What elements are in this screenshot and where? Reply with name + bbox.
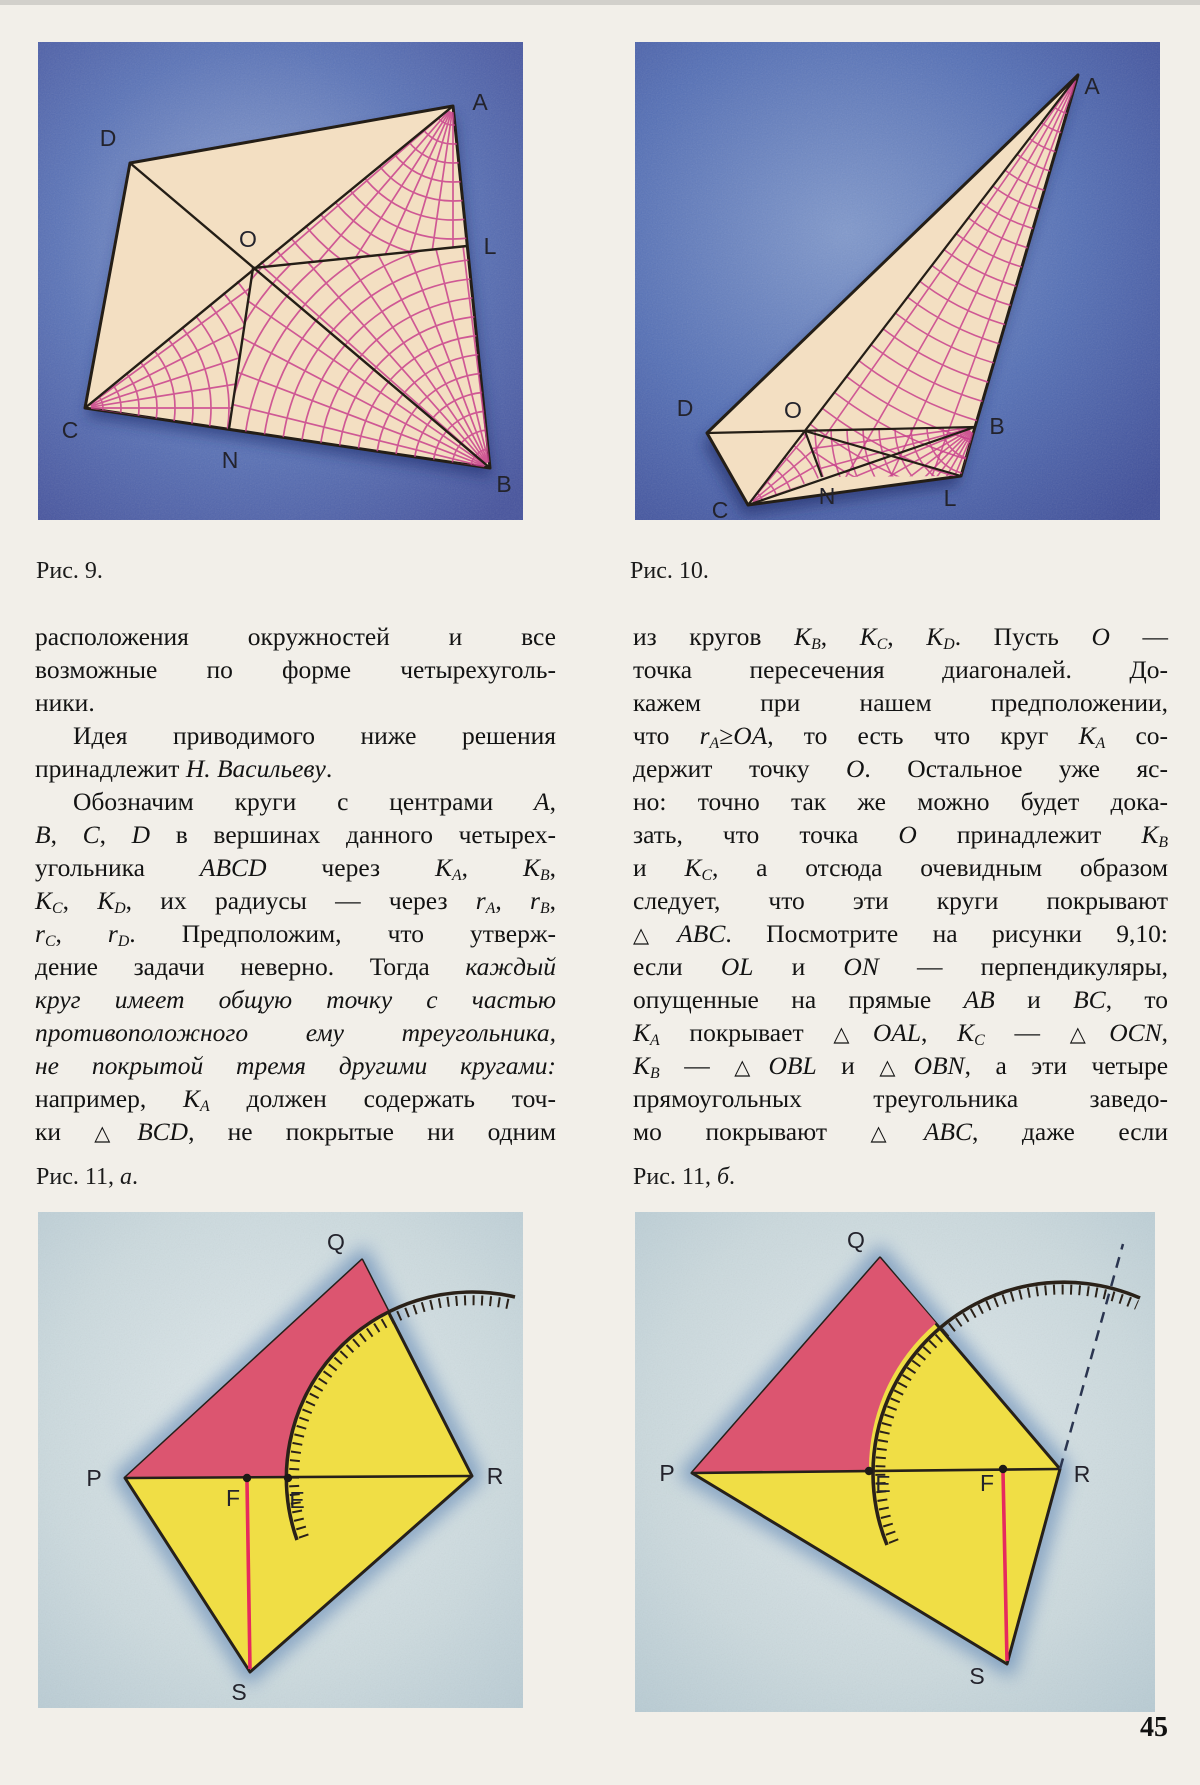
text-line bbox=[633, 620, 1168, 653]
text-segment: держит точку bbox=[633, 754, 846, 783]
vertex-label-a: A bbox=[1084, 73, 1100, 99]
text-segment: BCD bbox=[137, 1117, 189, 1146]
text-segment: △ bbox=[833, 1022, 873, 1046]
text-segment: △ bbox=[870, 1121, 924, 1145]
text-segment: . bbox=[131, 1164, 138, 1190]
text-segment: C bbox=[974, 1032, 985, 1050]
vertex-label-l: L bbox=[483, 233, 497, 259]
text-segment: , bbox=[62, 886, 98, 915]
text-line bbox=[633, 653, 1168, 686]
text-segment: △ bbox=[734, 1055, 769, 1079]
figure-9-image bbox=[38, 42, 523, 520]
text-segment: BC bbox=[1073, 985, 1106, 1014]
text-line bbox=[35, 620, 556, 653]
text-segment: B bbox=[35, 820, 51, 849]
figure-11a-caption bbox=[36, 1164, 138, 1191]
point-f-dot bbox=[243, 1474, 251, 1482]
text-segment: расположения окружностей и все bbox=[35, 622, 556, 651]
vertex-label-f: F bbox=[979, 1470, 995, 1496]
text-segment: B bbox=[1158, 834, 1168, 852]
text-segment: OCN bbox=[1109, 1018, 1162, 1047]
text-line bbox=[35, 983, 556, 1016]
text-line bbox=[35, 917, 556, 950]
text-segment: Н. Васильеву bbox=[185, 754, 326, 783]
text-segment: C bbox=[701, 867, 712, 885]
vertex-label-s: S bbox=[969, 1663, 985, 1689]
vertex-label-o: O bbox=[239, 226, 257, 252]
text-line bbox=[35, 950, 556, 983]
text-segment: K bbox=[522, 853, 540, 882]
text-segment: AB bbox=[963, 985, 995, 1014]
text-line bbox=[35, 1049, 556, 1082]
text-segment: Идея приводимого ниже решения bbox=[73, 721, 556, 750]
text-segment: r bbox=[475, 886, 486, 915]
text-segment: в вершинах данного четырех- bbox=[150, 820, 556, 849]
vertex-label-e: E bbox=[289, 1487, 305, 1513]
text-segment: а bbox=[119, 1164, 132, 1190]
text-segment: , bbox=[820, 622, 860, 651]
text-segment: . Остальное уже яс- bbox=[864, 754, 1168, 783]
text-segment: , bbox=[50, 820, 83, 849]
text-segment: ABC bbox=[677, 919, 726, 948]
text-segment: дение задачи неверно. Тогда bbox=[35, 952, 466, 981]
text-segment: — bbox=[1109, 622, 1169, 651]
text-line bbox=[35, 884, 556, 917]
text-segment: C bbox=[82, 820, 100, 849]
text-segment: △ bbox=[879, 1055, 914, 1079]
text-segment: A bbox=[709, 735, 720, 753]
text-segment: — bbox=[984, 1018, 1070, 1047]
text-line bbox=[35, 686, 556, 719]
text-line bbox=[633, 1016, 1168, 1049]
point-e-dot bbox=[284, 1474, 292, 1482]
text-segment: , а отсюда очевидным образом bbox=[712, 853, 1168, 882]
text-line bbox=[633, 785, 1168, 818]
text-column-right bbox=[633, 620, 1168, 1148]
text-segment: A bbox=[534, 787, 550, 816]
point-e-dot bbox=[865, 1467, 873, 1475]
text-segment: покрывает bbox=[659, 1018, 834, 1047]
text-segment: A bbox=[485, 900, 496, 918]
scan-edge bbox=[0, 0, 1200, 5]
text-segment: что bbox=[633, 721, 700, 750]
figure-11b-caption bbox=[633, 1164, 735, 1191]
text-segment: OBN bbox=[913, 1051, 965, 1080]
vertex-label-s: S bbox=[231, 1679, 247, 1705]
text-segment: K bbox=[1078, 721, 1096, 750]
figure-10-image bbox=[635, 42, 1160, 520]
figure-11a-image bbox=[38, 1212, 523, 1708]
text-segment: △ bbox=[1069, 1022, 1110, 1046]
text-line bbox=[35, 719, 556, 752]
text-segment: K bbox=[434, 853, 452, 882]
text-segment: OBL bbox=[768, 1051, 817, 1080]
text-segment: K bbox=[35, 886, 53, 915]
text-segment: ки bbox=[35, 1117, 95, 1146]
text-line bbox=[633, 917, 1168, 950]
text-segment: но: точно так же можно будет дока- bbox=[633, 787, 1168, 816]
text-segment: C bbox=[876, 636, 888, 654]
vertex-label-p: P bbox=[659, 1460, 675, 1486]
text-segment: кажем при нашем предположении, bbox=[633, 688, 1168, 717]
text-segment: B bbox=[811, 636, 821, 654]
text-line bbox=[633, 818, 1168, 851]
text-segment: r bbox=[530, 886, 540, 915]
text-segment: D bbox=[117, 933, 130, 951]
vertex-label-f: F bbox=[225, 1485, 241, 1511]
text-segment: C bbox=[44, 933, 56, 951]
text-segment: Рис. 9. bbox=[36, 558, 103, 584]
text-segment: Обозначим круги с центрами bbox=[73, 787, 535, 816]
text-segment: со- bbox=[1105, 721, 1169, 750]
text-segment: , bbox=[495, 886, 531, 915]
text-segment: B bbox=[650, 1065, 660, 1083]
vertex-label-l: L bbox=[943, 485, 957, 511]
text-segment: мо покрывают bbox=[633, 1117, 871, 1146]
vertex-label-p: P bbox=[86, 1465, 102, 1491]
text-segment: K bbox=[794, 622, 812, 651]
text-segment: точка пересечения диагоналей. До- bbox=[633, 655, 1168, 684]
text-line bbox=[633, 983, 1168, 1016]
text-segment: r bbox=[699, 721, 710, 750]
text-segment: зать, что точка bbox=[633, 820, 899, 849]
text-column-left bbox=[35, 620, 556, 1148]
text-segment: C bbox=[52, 900, 63, 918]
text-segment: A bbox=[1095, 735, 1106, 753]
text-segment: угольника bbox=[35, 853, 200, 882]
text-segment: каждый bbox=[465, 952, 556, 981]
text-segment: и bbox=[994, 985, 1074, 1014]
text-segment: OL bbox=[720, 952, 754, 981]
text-segment: K bbox=[97, 886, 115, 915]
vertex-label-q: Q bbox=[847, 1227, 865, 1253]
vertex-label-c: C bbox=[711, 497, 729, 520]
text-segment: A bbox=[650, 1032, 660, 1050]
text-segment: △ bbox=[633, 923, 678, 947]
text-segment: O bbox=[1091, 622, 1110, 651]
vertex-label-a: A bbox=[472, 89, 488, 115]
text-segment: возможные по форме четырехуголь- bbox=[35, 655, 556, 684]
text-segment: принадлежит bbox=[916, 820, 1142, 849]
text-line bbox=[35, 1082, 556, 1115]
text-segment: K bbox=[926, 622, 944, 651]
text-segment: например, bbox=[35, 1084, 184, 1113]
text-segment: , bbox=[549, 853, 556, 882]
text-segment: круг имеет общую точку с частью bbox=[35, 985, 556, 1014]
text-line bbox=[633, 851, 1168, 884]
text-segment: K bbox=[859, 622, 877, 651]
text-line bbox=[633, 884, 1168, 917]
vertex-label-r: R bbox=[1073, 1461, 1091, 1487]
text-segment: D bbox=[131, 820, 151, 849]
text-segment: , даже если bbox=[971, 1117, 1169, 1146]
vertex-label-n: N bbox=[818, 483, 836, 509]
text-segment: и bbox=[816, 1051, 880, 1080]
text-segment: ABC bbox=[923, 1117, 972, 1146]
text-segment: Рис. 11, bbox=[633, 1164, 717, 1190]
text-segment: не покрытой тремя другими кругами: bbox=[35, 1051, 556, 1080]
text-segment: D bbox=[114, 900, 126, 918]
text-segment: , bbox=[549, 886, 557, 915]
text-segment: Рис. 10. bbox=[630, 558, 709, 584]
vertex-label-d: D bbox=[676, 395, 694, 421]
text-line bbox=[35, 653, 556, 686]
vertex-label-o: O bbox=[784, 397, 802, 423]
text-segment: . bbox=[729, 1164, 736, 1190]
text-segment: , bbox=[921, 1018, 958, 1047]
text-segment: ON bbox=[843, 952, 879, 981]
text-line bbox=[35, 818, 556, 851]
text-segment: и bbox=[633, 853, 685, 882]
vertex-label-d: D bbox=[99, 125, 117, 151]
text-segment: B bbox=[539, 867, 550, 885]
text-segment: OA bbox=[733, 721, 768, 750]
text-line bbox=[35, 1016, 556, 1049]
text-segment: r bbox=[35, 919, 45, 948]
text-segment: K bbox=[1141, 820, 1159, 849]
text-segment: OAL bbox=[872, 1018, 922, 1047]
text-line bbox=[35, 851, 556, 884]
text-segment: , bbox=[887, 622, 927, 651]
text-line bbox=[633, 752, 1168, 785]
text-segment: O bbox=[845, 754, 865, 783]
text-line bbox=[633, 950, 1168, 983]
figure-10-caption bbox=[630, 558, 709, 585]
text-segment: и bbox=[753, 952, 844, 981]
text-segment: через bbox=[266, 853, 435, 882]
text-segment: r bbox=[107, 919, 118, 948]
text-segment: прямоугольных треугольника заведо- bbox=[633, 1084, 1168, 1113]
text-line bbox=[35, 1115, 556, 1148]
text-segment: — bbox=[659, 1051, 735, 1080]
text-segment: , а эти четыре bbox=[964, 1051, 1169, 1080]
text-segment: A bbox=[200, 1098, 210, 1116]
text-segment: принадлежит bbox=[35, 754, 186, 783]
text-segment: . Посмотрите на рисунки 9,10: bbox=[725, 919, 1169, 948]
text-segment: , bbox=[55, 919, 108, 948]
text-segment: K bbox=[957, 1018, 975, 1047]
text-segment: б bbox=[716, 1164, 730, 1190]
text-segment: , то есть что круг bbox=[767, 721, 1079, 750]
text-line bbox=[633, 686, 1168, 719]
text-segment: Рис. 11, bbox=[36, 1164, 120, 1190]
text-segment: . bbox=[325, 754, 333, 783]
text-segment: K bbox=[633, 1051, 651, 1080]
text-segment: — перпендикуляры, bbox=[878, 952, 1168, 981]
text-segment: если bbox=[633, 952, 721, 981]
text-segment: A bbox=[451, 867, 462, 885]
point-f-dot bbox=[999, 1465, 1007, 1473]
vertex-label-q: Q bbox=[327, 1229, 345, 1255]
text-segment: K bbox=[684, 853, 702, 882]
text-segment: . Предположим, что утверж- bbox=[129, 919, 556, 948]
text-segment: , bbox=[1161, 1018, 1169, 1047]
text-line bbox=[35, 785, 556, 818]
text-segment: , bbox=[461, 853, 523, 882]
text-segment: , bbox=[549, 787, 556, 816]
text-segment: ники. bbox=[35, 688, 95, 717]
vertex-label-b: B bbox=[989, 413, 1005, 439]
text-segment: ABCD bbox=[199, 853, 267, 882]
text-segment: K bbox=[183, 1084, 201, 1113]
text-line bbox=[633, 1049, 1168, 1082]
vertex-label-e: E bbox=[875, 1471, 891, 1497]
page-number: 45 bbox=[1140, 1712, 1168, 1743]
text-segment: опущенные на прямые bbox=[633, 985, 964, 1014]
text-segment: K bbox=[633, 1018, 651, 1047]
text-segment: D bbox=[943, 636, 955, 654]
text-segment: B bbox=[539, 900, 550, 918]
text-segment: O bbox=[898, 820, 917, 849]
text-segment: . Пусть bbox=[954, 622, 1092, 651]
text-segment: , то bbox=[1105, 985, 1168, 1014]
vertex-label-r: R bbox=[486, 1463, 504, 1489]
figure-11b-image bbox=[635, 1212, 1155, 1712]
figure-9-caption bbox=[36, 558, 103, 585]
text-line bbox=[633, 1115, 1168, 1148]
text-segment: противоположного ему треугольника, bbox=[35, 1018, 556, 1047]
text-segment: △ bbox=[94, 1121, 138, 1145]
text-segment: , не покрытые ни одним bbox=[188, 1117, 556, 1146]
vertex-label-b: B bbox=[496, 471, 512, 497]
text-line bbox=[35, 752, 556, 785]
text-line bbox=[633, 719, 1168, 752]
text-segment: , их радиусы — через bbox=[125, 886, 476, 915]
text-segment: из кругов bbox=[633, 622, 795, 651]
vertex-label-n: N bbox=[221, 447, 239, 473]
vertex-label-c: C bbox=[61, 417, 79, 443]
text-segment: должен содержать точ- bbox=[209, 1084, 556, 1113]
text-line bbox=[633, 1082, 1168, 1115]
text-segment: следует, что эти круги покрывают bbox=[633, 886, 1168, 915]
text-segment: ≥ bbox=[719, 721, 734, 750]
text-segment: , bbox=[99, 820, 132, 849]
